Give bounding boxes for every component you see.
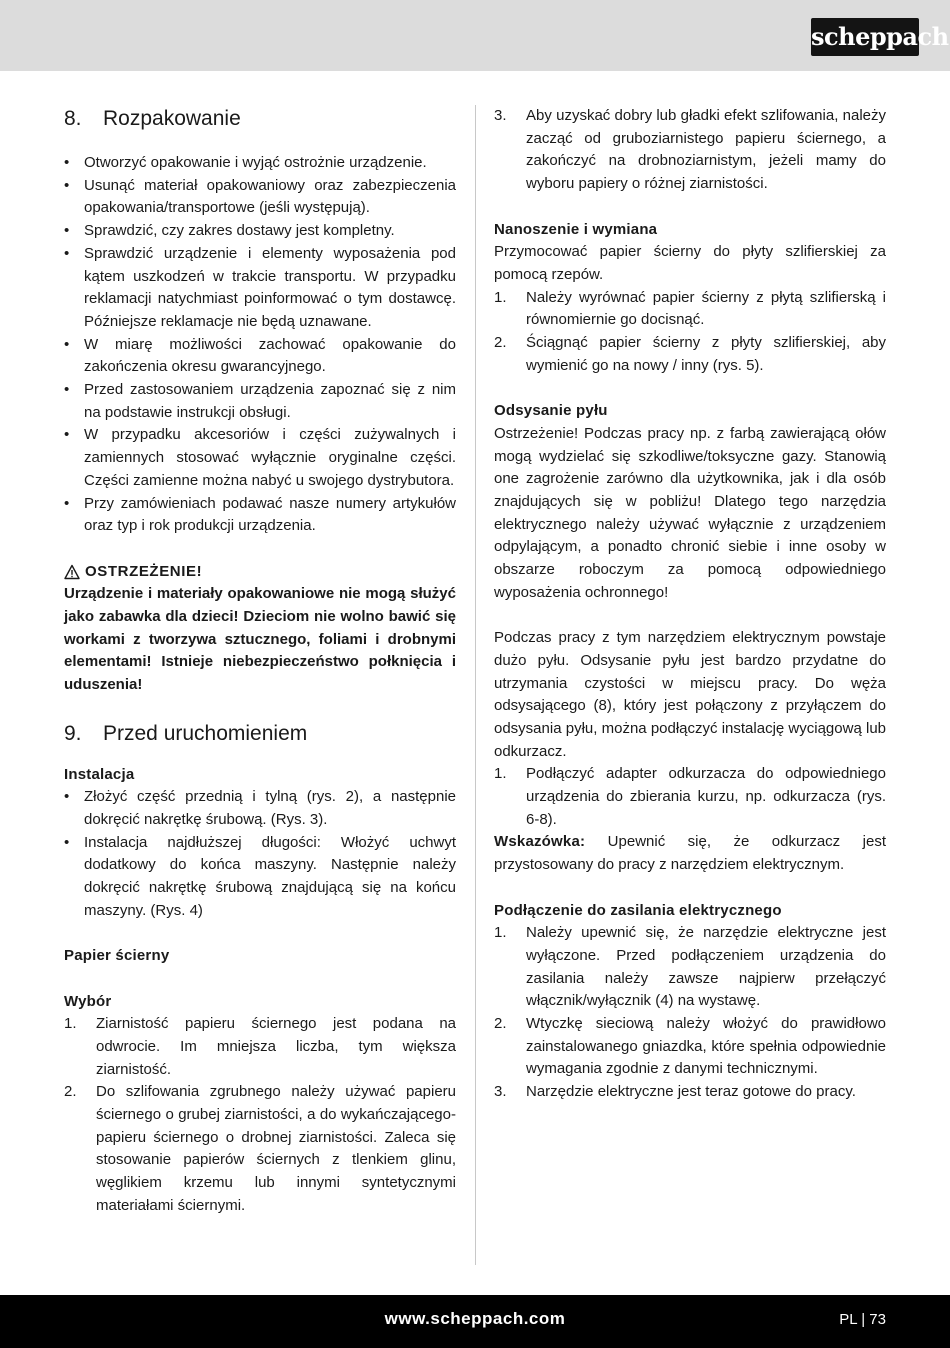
brand-logo: scheppach <box>811 18 919 56</box>
list-item: • Usunąć materiał opakowaniowy oraz zabezpieczenia opakowania/transportowe (jeśli występują). <box>64 175 456 220</box>
warning-triangle-icon <box>64 564 80 580</box>
power-heading: Podłączenie do zasilania elektrycznego <box>494 901 782 919</box>
list-item: • Złożyć część przednią i tylną (rys. 2), a następnie dokręcić nakrętkę śrubową. (Rys. 3). <box>64 786 456 831</box>
warning-heading <box>64 561 456 584</box>
header-bar <box>0 0 950 71</box>
selection-heading: Wybór <box>64 992 112 1010</box>
bullet-icon: • <box>64 154 70 171</box>
warning-text: Urządzenie i materiały opakowaniowe nie mogą służyć jako zabawka dla dzieci! Dzieciom nie wolno bawić się workami z tworzywa sztucznego, foliami i drobnymi elementami! Istnieje niebezpieczeństwo połknięcia i uduszenia! <box>64 585 456 694</box>
installation-heading: Instalacja <box>64 765 135 783</box>
list-item: • Przed zastosowaniem urządzenia zapoznać się z nim na podstawie instrukcji obsługi. <box>64 379 456 424</box>
section-9-heading <box>64 720 456 748</box>
list-item: 1. Ziarnistość papieru ściernego jest podana na odwrocie. Im mniejsza liczba, tym większa ziarnistość. <box>64 1015 456 1078</box>
unpacking-list <box>64 152 456 538</box>
bullet-icon: • <box>64 494 70 512</box>
column-divider <box>475 105 476 1265</box>
section-number: 9. <box>64 721 82 745</box>
bullet-icon: • <box>64 244 70 262</box>
bullet-icon: • <box>64 335 70 353</box>
mounting-list <box>494 287 886 378</box>
power-list <box>494 922 886 1104</box>
list-item: 2. Wtyczkę sieciową należy włożyć do prawidłowo zainstalowanego gniazdka, które spełnia odpowiednie wymagania zgodnie z danymi technicznymi. <box>494 1015 886 1078</box>
hint-paragraph <box>494 831 886 876</box>
selection-list <box>64 1013 456 1217</box>
list-item: • Sprawdzić urządzenie i elementy wyposażenia pod kątem uszkodzeń w trakcie transportu. W przypadku reklamacji natychmiast poinformować o tym dostawcę. Późniejsze reklamacje nie będą uznawane. <box>64 243 456 334</box>
bullet-icon: • <box>64 381 70 399</box>
dust-info-text: Podczas pracy z tym narzędziem elektrycznym powstaje dużo pyłu. Odsysanie pyłu jest bardzo przydatne do utrzymania czystości w miejscu pracy. Do węża odsysającego (8), który jest połączony z przyłączem do odsysania pyłu, można podłączyć instalację wyciągową lub odkurzacz. <box>494 629 886 760</box>
dust-extraction-heading: Odsysanie pyłu <box>494 402 608 420</box>
sandpaper-heading: Papier ścierny <box>64 947 170 965</box>
section-8-heading <box>64 105 456 133</box>
page-number: PL | 73 <box>839 1311 886 1328</box>
list-item: 1. Należy upewnić się, że narzędzie elektryczne jest wyłączone. Przed podłączeniem urządzenia do zasilania należy zawsze najpierw przełączyć włącznik/wyłącznik (4) na wystawę. <box>494 924 886 1010</box>
footer-bar <box>0 1295 950 1348</box>
list-item: • W przypadku akcesoriów i części zużywalnych i zamiennych stosować wyłącznie oryginalne części. Części zamienne można nabyć u swojego dystrybutora. <box>64 424 456 492</box>
list-item: 2. Do szlifowania zgrubnego należy używać papieru ściernego o grubej ziarnistości, a do wykańczającego-papieru ściernego o drobnej ziarnistości. Zaleca się stosowanie papierów ściernych z tlenkiem glinu, węglikiem krzemu lub innymi syntetycznymi materiałami ściernymi. <box>64 1083 456 1214</box>
list-item: 1. Podłączyć adapter odkurzacza do odpowiedniego urządzenia do zbierania kurzu, np. odkurzacza (rys. 6-8). <box>494 765 886 828</box>
section-number: 8. <box>64 107 82 130</box>
left-column <box>64 105 456 1218</box>
list-item: • Instalacja najdłuższej długości: Włożyć uchwyt dodatkowy do końca maszyny. Następnie należy dokręcić nakrętkę śrubową znajdującą się na końcu maszyny. (Rys. 4) <box>64 832 456 923</box>
dust-warning-text: Ostrzeżenie! Podczas pracy np. z farbą zawierającą ołów mogą wydzielać się szkodliwe/toksyczne gazy. Stanowią one zagrożenie zarówno dla użytkownika, jak i dla osób znajdujących się w pobliżu! Dlatego tego narzędzia elektrycznego należy używać wyłącznie z urządzeniem odpylającym, a ponadto chronić siebie i inne osoby w obszarze roboczym za pomocą odpowiedniego wyposażenia ochronnego! <box>494 424 886 601</box>
bullet-icon: • <box>64 222 70 240</box>
dust-list <box>494 763 886 831</box>
mounting-heading: Nanoszenie i wymiana <box>494 220 658 238</box>
list-item: 3. Aby uzyskać dobry lub gładki efekt szlifowania, należy zacząć od gruboziarnistego papieru ściernego, a zakończyć na drobnoziarnistym, jeżeli mamy do wyboru papiery o różnej ziarnistości. <box>494 107 886 193</box>
installation-list <box>64 786 456 922</box>
list-item: • W miarę możliwości zachować opakowanie do zakończenia okresu gwarancyjnego. <box>64 334 456 379</box>
warning-label: OSTRZEŻENIE! <box>85 562 203 580</box>
right-column <box>494 105 886 1104</box>
bullet-icon: • <box>64 176 70 194</box>
hint-label: Wskazówka: <box>494 833 586 851</box>
section-title: Przed uruchomieniem <box>103 721 308 745</box>
bullet-icon: • <box>64 426 70 444</box>
list-item: • Sprawdzić, czy zakres dostawy jest kompletny. <box>64 220 456 243</box>
list-item: 3. Narzędzie elektryczne jest teraz gotowe do pracy. <box>494 1083 856 1101</box>
section-title: Rozpakowanie <box>103 107 241 130</box>
mounting-text: Przymocować papier ścierny do płyty szlifierskiej za pomocą rzepów. <box>494 243 886 283</box>
list-item: 1. Należy wyrównać papier ścierny z płytą szlifierską i równomiernie go docisnąć. <box>494 288 886 329</box>
hint-text: Upewnić się, że odkurzacz jest przystosowany do pracy z narzędziem elektrycznym. <box>494 833 886 874</box>
list-item: • Otworzyć opakowanie i wyjąć ostrożnie urządzenie. <box>64 152 456 175</box>
list-item: 2. Ściągnąć papier ścierny z płyty szlifierskiej, aby wymienić go na nowy / inny (rys. 5). <box>494 334 886 374</box>
bullet-icon: • <box>64 788 70 806</box>
bullet-icon: • <box>64 833 70 851</box>
list-item: • Przy zamówieniach podawać nasze numery artykułów oraz typ i rok produkcji urządzenia. <box>64 493 456 538</box>
website-link[interactable]: www.scheppach.com <box>384 1309 566 1328</box>
